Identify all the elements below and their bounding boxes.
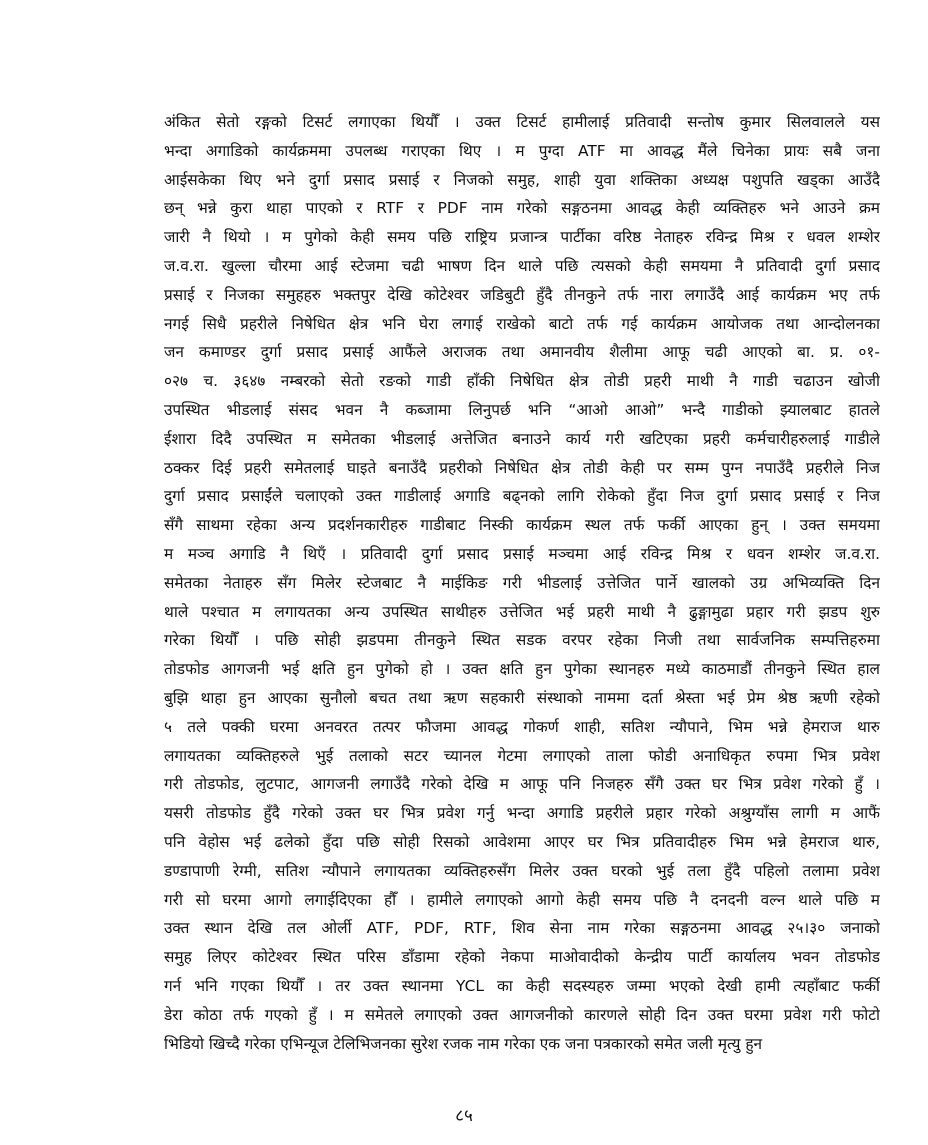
body-paragraph — [164, 108, 880, 1058]
text-line: जन कमाण्डर दुर्गा प्रसाद प्रसाई आफैंले अराजक तथा अमानवीय शैलीमा आफू चढी आएको बा. प्र. ०१- — [164, 343, 880, 362]
text-line: अंकित सेतो रङ्गको टिसर्ट लगाएका थियौँ । उक्त टिसर्ट हामीलाई प्रतिवादी सन्तोष कुमार सिलवालले यस — [164, 113, 880, 131]
text-line: समेतका नेताहरु सँग मिलेर स्टेजबाट नै माईकिङ गरी भीडलाई उत्तेजित पार्ने खालको उग्र अभिव्यक्ति दिन — [164, 573, 880, 592]
text-line: पनि वेहोस भई ढलेको हुँदा पछि सोही रिसको आवेशमा आएर घर भित्र प्रतिवादीहरु भिम भन्ने हेमराज थारु, — [164, 832, 880, 851]
text-line: समुह लिएर कोटेश्वर स्थित परिस डाँडामा रहेको नेकपा माओवादीको केन्द्रीय पार्टी कार्यालय भवन तोडफोड — [164, 948, 880, 967]
text-line: प्रसाई र निजका समुहहरु भक्तपुर देखि कोटेश्वर जडिबुटी हुँदै तीनकुने तर्फ नारा लगाउँदै आई कार्यक्रम भए तर्फ — [164, 285, 880, 304]
text-line: ठक्कर दिई प्रहरी समेतलाई घाइते बनाउँदै प्रहरीको निषेधित क्षेत्र तोडी केही पर सम्म पुग्न नपाउँदै प्रहरीले निज — [164, 458, 880, 477]
text-line: लगायतका व्यक्तिहरुले भुई तलाको सटर च्यानल गेटमा लगाएको ताला फोडी अनाधिकृत रुपमा भित्र प्रवेश — [164, 746, 880, 765]
text-line: नगई सिधै प्रहरीले निषेधित क्षेत्र भनि घेरा लगाई राखेको बाटो तर्फ गई कार्यक्रम आयोजक तथा आन्दोलनका — [164, 314, 880, 333]
text-line: भिडियो खिच्दै गरेका एभिन्यूज टेलिभिजनका सुरेश रजक नाम गरेका एक जना पत्रकारको समेत जली मृत्यु हुन — [164, 1034, 763, 1053]
page-number: ८५ — [455, 1106, 473, 1126]
text-line: गर्न भनि गएका थियौँ । तर उक्त स्थानमा YCL का केही सदस्यहरु जम्मा भएको देखी हामी त्यहाँबाट फर्की — [164, 976, 880, 995]
text-line: गरी तोडफोड, लुटपाट, आगजनी लगाउँदै गरेको देखि म आफू पनि निजहरु सँगै उक्त घर भित्र प्रवेश गरेको हुँ । — [164, 775, 880, 794]
text-line: यसरी तोडफोड हुँदै गरेको उक्त घर भित्र प्रवेश गर्नु भन्दा अगाडि प्रहरीले प्रहार गरेको अश्रुग्याँस लागी म आफैं — [164, 804, 880, 823]
text-line: बुझि थाहा हुन आएका सुनौलो बचत तथा ऋण सहकारी संस्थाको नाममा दर्ता श्रेस्ता भई प्रेम श्रेष्ठ ऋणी रहेको — [164, 688, 880, 707]
text-line: डेरा कोठा तर्फ गएको हुँ । म समेतले लगाएको उक्त आगजनीको कारणले सोही दिन उक्त घरमा प्रवेश गरी फोटो — [164, 1005, 880, 1024]
text-line: छन् भन्ने कुरा थाहा पाएको र RTF र PDF नाम गरेको सङ्गठनमा आवद्ध केही व्यक्तिहरु भने आउने क्रम — [164, 199, 880, 218]
text-line: ५ तले पक्की घरमा अनवरत तत्पर फौजमा आवद्ध गोकर्ण शाही, सतिश न्यौपाने, भिम भन्ने हेमराज थारु — [164, 717, 880, 736]
text-line: गरी सो घरमा आगो लगाईदिएका हौँ । हामीले लगाएको आगो केही समय पछि नै दनदनी वल्न थाले पछि म — [164, 890, 880, 909]
text-line: जारी नै थियो । म पुगेको केही समय पछि राष्ट्रिय प्रजान्त्र पार्टीका वरिष्ठ नेताहरु रविन्द्र मिश्र र धवल शम्शेर — [164, 228, 880, 247]
text-line: तोडफोड आगजनी भई क्षति हुन पुगेको हो । उक्त क्षति हुन पुगेका स्थानहरु मध्ये काठमाडौं तीनकुने स्थित हाल — [164, 660, 880, 679]
text-line: आईसकेका थिए भने दुर्गा प्रसाद प्रसाई र निजको समुह, शाही युवा शक्तिका अध्यक्ष पशुपति खड्का आउँदै — [164, 170, 880, 189]
text-line: थाले पश्चात म लगायतका अन्य उपस्थित साथीहरु उत्तेजित भई प्रहरी माथी नै ढुङ्गामुढा प्रहार गरी झडप शुरु — [164, 602, 880, 621]
text-line: सँगै साथमा रहेका अन्य प्रदर्शनकारीहरु गाडीबाट निस्की कार्यक्रम स्थल तर्फ फर्की आएका हुन् । उक्त समयमा — [164, 516, 880, 535]
text-line: म मञ्च अगाडि नै थिएँ । प्रतिवादी दुर्गा प्रसाद प्रसाई मञ्चमा आई रविन्द्र मिश्र र धवन शम्शेर ज.व.रा. — [164, 544, 880, 563]
text-line: भन्दा अगाडिको कार्यक्रममा उपलब्ध गराएका थिए । म पुग्दा ATF मा आवद्ध मैंले चिनेका प्रायः सबै जना — [164, 141, 880, 160]
text-line: ०२७ च. ३६४७ नम्बरको सेतो रङको गाडी हाँकी निषेधित क्षेत्र तोडी प्रहरी माथी नै गाडी चढाउन खोजी — [164, 372, 880, 391]
text-line: गरेका थियौँ । पछि सोही झडपमा तीनकुने स्थित सडक वरपर रहेका निजी तथा सार्वजनिक सम्पत्तिहरुमा — [164, 631, 880, 650]
text-line: दुर्गा प्रसाद प्रसाईंले चलाएको उक्त गाडीलाई अगाडि बढ्नको लागि रोकेको हुँदा निज दुर्गा प्रसाद प्रसाई र निज — [164, 487, 880, 506]
text-line: ईशारा दिदै उपस्थित म समेतका भीडलाई अत्तेजित बनाउने कार्य गरी खटिएका प्रहरी कर्मचारीहरुलाई गाडीले — [164, 429, 880, 448]
text-line: डण्डापाणी रेग्मी, सतिश न्यौपाने लगायतका व्यक्तिहरुसँग मिलेर उक्त घरको भुई तला हुँदै पहिलो तलामा प्रवेश — [164, 861, 880, 880]
text-line: उपस्थित भीडलाई संसद भवन नै कब्जामा लिनुपर्छ भनि “आओ आओ” भन्दै गाडीको झ्यालबाट हातले — [164, 400, 880, 419]
text-line: उक्त स्थान देखि तल ओर्ली ATF, PDF, RTF, शिव सेना नाम गरेका सङ्गठनमा आवद्ध २५।३० जनाको — [164, 919, 880, 938]
text-line: ज.व.रा. खुल्ला चौरमा आई स्टेजमा चढी भाषण दिन थाले पछि त्यसको केही समयमा नै प्रतिवादी दुर्गा प्रसाद — [164, 256, 880, 275]
